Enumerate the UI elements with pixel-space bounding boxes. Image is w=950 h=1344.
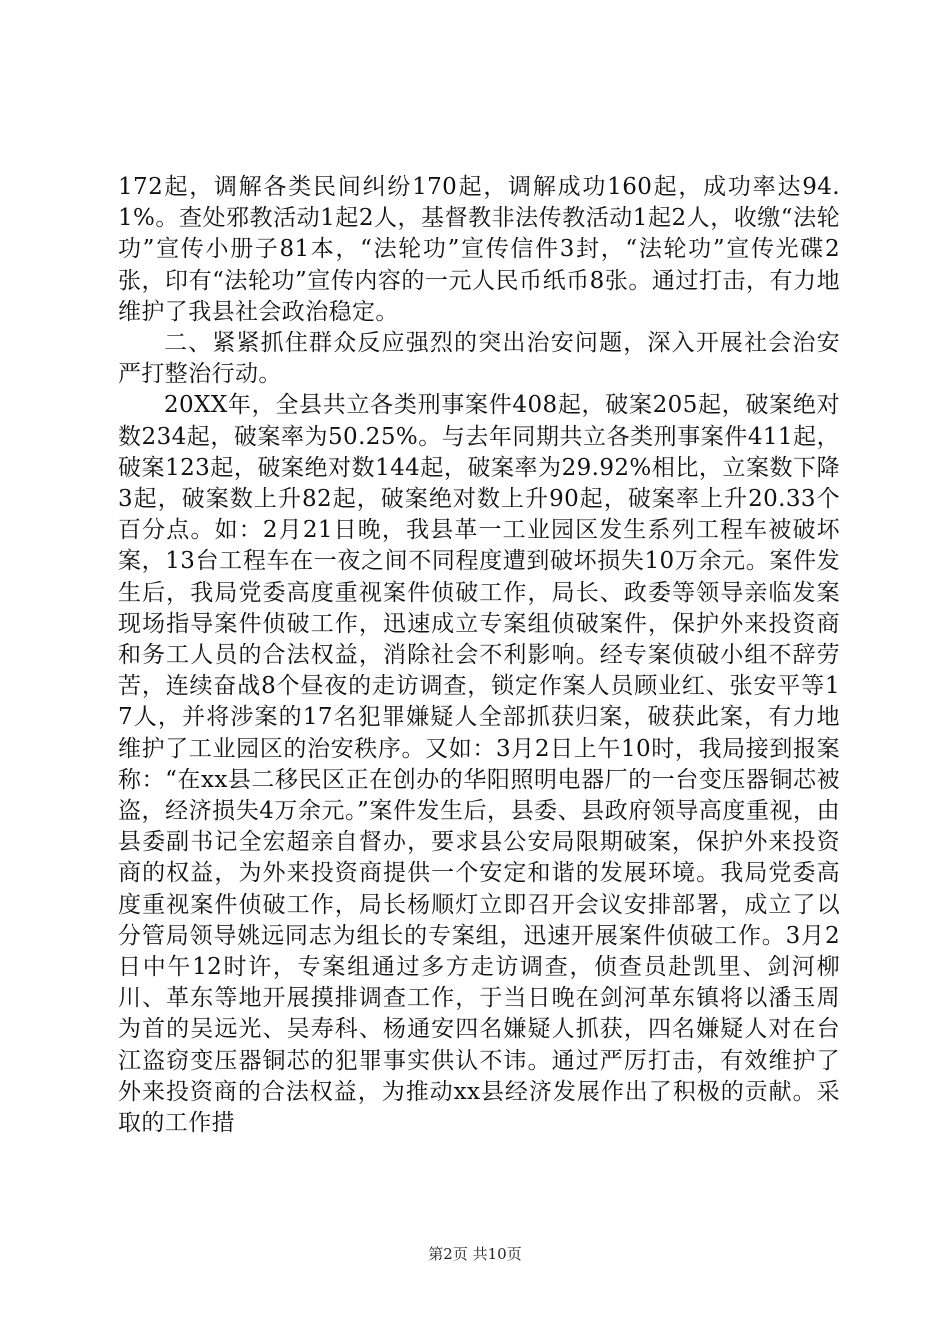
- paragraph-criminal-cases: 20XX年，全县共立各类刑事案件408起，破案205起，破案绝对数234起，破案率为50.25%。与去年同期共立各类刑事案件411起，破案123起，破案绝对数144起，破案率为29.92%相比，立案数下降3起，破案数上升82起，破案绝对数上升90起，破案率上升20.33个百分点。如：2月21日晚，我县革一工业园区发生系列工程车被破坏案，13台工程车在一夜之间不同程度遭到破坏损失10万余元。案件发生后，我局党委高度重视案件侦破工作，局长、政委等领导亲临发案现场指导案件侦破工作，迅速成立专案组侦破案件，保护外来投资商和务工人员的合法权益，消除社会不利影响。经专案侦破小组不辞劳苦，连续奋战8个昼夜的走访调查，锁定作案人员顾业红、张安平等17人，并将涉案的17名犯罪嫌疑人全部抓获归案，破获此案，有力地维护了工业园区的治安秩序。又如：3月2日上午10时，我局接到报案称：“在xx县二移民区正在创办的华阳照明电器厂的一台变压器铜芯被盗，经济损失4万余元。”案件发生后，县委、县政府领导高度重视，由县委副书记全宏超亲自督办，要求县公安局限期破案，保护外来投资商的权益，为外来投资商提供一个安定和谐的发展环境。我局党委高度重视案件侦破工作，局长杨顺灯立即召开会议安排部署，成立了以分管局领导姚远同志为组长的专案组，迅速开展案件侦破工作。3月2日中午12时许，专案组通过多方走访调查，侦查员赴凯里、剑河柳川、革东等地开展摸排调查工作，于当日晚在剑河革东镇将以潘玉周为首的吴远光、吴寿科、杨通安四名嫌疑人抓获，四名嫌疑人对在台江盗窃变压器铜芯的犯罪事实供认不讳。通过严厉打击，有效维护了外来投资商的合法权益，为推动xx县经济发展作出了积极的贡献。采取的工作措: [118, 392, 840, 1137]
- paragraph-statistics-continued: 172起，调解各类民间纠纷170起，调解成功160起，成功率达94.1%。查处邪教活动1起2人，基督教非法传教活动1起2人，收缴“法轮功”宣传小册子81本，“法轮功”宣传信件3封，“法轮功”宣传光碟2张，印有“法轮功”宣传内容的一元人民币纸币8张。通过打击，有力地维护了我县社会政治稳定。: [118, 174, 840, 325]
- page-footer: 第2页 共10页: [428, 1245, 522, 1263]
- document-body: [118, 172, 840, 1139]
- paragraph-section-heading: 二、紧紧抓住群众反应强烈的突出治安问题，深入开展社会治安严打整治行动。: [118, 330, 840, 388]
